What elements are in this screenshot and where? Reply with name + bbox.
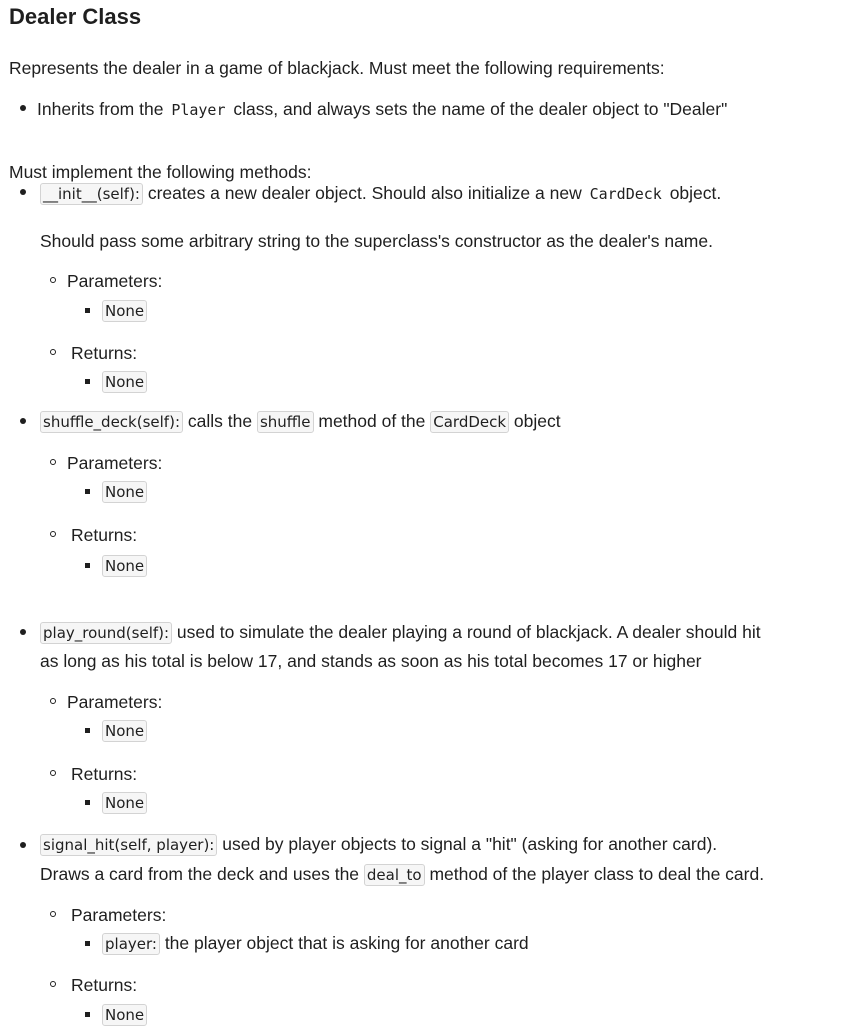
sub-sub-bullet <box>85 728 90 733</box>
sub-sub-bullet <box>85 800 90 805</box>
sub-sub-bullet <box>85 941 90 946</box>
signal-hit-text-before: Draws a card from the deck and uses the <box>40 864 364 884</box>
signal-hit-code-deal-to: deal_to <box>364 864 425 886</box>
signal-hit-description-2 <box>40 862 764 886</box>
requirement-text-after: class, and always sets the name of the dealer object to "Dealer" <box>228 99 728 119</box>
shuffle-code-shuffle: shuffle <box>257 411 314 433</box>
shuffle-text-1: calls the <box>183 411 257 431</box>
shuffle-code-carddeck: CardDeck <box>430 411 509 433</box>
method-init <box>40 181 721 206</box>
init-note: Should pass some arbitrary string to the superclass's constructor as the dealer's name. <box>40 231 713 251</box>
play-round-description-1: used to simulate the dealer playing a round of blackjack. A dealer should hit <box>172 622 761 642</box>
sub-bullet <box>50 981 56 987</box>
intro-text: Represents the dealer in a game of blackjack. Must meet the following requirements: <box>9 58 665 78</box>
sub-sub-bullet <box>85 379 90 384</box>
sub-bullet <box>50 459 56 465</box>
requirement-item <box>37 97 727 122</box>
init-parameters-value: None <box>102 300 147 322</box>
init-code-carddeck: CardDeck <box>589 185 662 203</box>
bullet <box>20 418 26 424</box>
shuffle-parameters-label: Parameters: <box>67 453 163 473</box>
sub-bullet <box>50 770 56 776</box>
sub-sub-bullet <box>85 1012 90 1017</box>
shuffle-parameters-value: None <box>102 481 147 503</box>
shuffle-returns-label: Returns: <box>71 525 138 545</box>
init-returns-value: None <box>102 371 147 393</box>
shuffle-text-3: object <box>509 411 561 431</box>
requirement-code-player: Player <box>171 101 226 119</box>
signal-hit-parameter-item <box>102 931 529 955</box>
sub-bullet <box>50 698 56 704</box>
play-round-parameters-label: Parameters: <box>67 692 163 712</box>
sub-sub-bullet <box>85 489 90 494</box>
play-round-description-2: as long as his total is below 17, and stands as soon as his total becomes 17 or higher <box>40 651 702 671</box>
bullet <box>20 189 26 195</box>
sub-bullet <box>50 911 56 917</box>
sub-sub-bullet <box>85 308 90 313</box>
play-round-signature: play_round(self): <box>40 622 172 644</box>
method-shuffle-deck <box>40 409 561 433</box>
init-parameters-label: Parameters: <box>67 271 163 291</box>
sub-bullet <box>50 277 56 283</box>
init-description: creates a new dealer object. Should also initialize a new <box>142 183 587 203</box>
shuffle-returns-value: None <box>102 555 147 577</box>
signal-hit-param-name: player: <box>102 933 160 955</box>
play-round-parameters-value: None <box>102 720 147 742</box>
signal-hit-param-desc: the player object that is asking for another card <box>159 933 529 953</box>
sub-sub-bullet <box>85 563 90 568</box>
bullet <box>20 842 26 848</box>
signal-hit-returns-value: None <box>102 1004 147 1026</box>
init-signature: __init__(self): <box>40 183 143 205</box>
method-signal-hit <box>40 832 717 856</box>
bullet <box>20 105 26 111</box>
init-description-end: object. <box>664 183 722 203</box>
shuffle-signature: shuffle_deck(self): <box>40 411 183 433</box>
play-round-returns-label: Returns: <box>71 764 138 784</box>
shuffle-text-2: method of the <box>313 411 431 431</box>
signal-hit-returns-label: Returns: <box>71 975 138 995</box>
play-round-returns-value: None <box>102 792 147 814</box>
signal-hit-text-after: method of the player class to deal the card. <box>424 864 765 884</box>
init-returns-label: Returns: <box>71 343 138 363</box>
signal-hit-signature: signal_hit(self, player): <box>40 834 217 856</box>
sub-bullet <box>50 531 56 537</box>
bullet <box>20 629 26 635</box>
page-title: Dealer Class <box>9 4 142 29</box>
signal-hit-parameters-label: Parameters: <box>71 905 167 925</box>
sub-bullet <box>50 349 56 355</box>
requirement-text-before: Inherits from the <box>37 99 169 119</box>
method-play-round <box>40 620 761 644</box>
methods-heading: Must implement the following methods: <box>9 162 312 182</box>
signal-hit-description-1: used by player objects to signal a "hit" (asking for another card). <box>217 834 718 854</box>
